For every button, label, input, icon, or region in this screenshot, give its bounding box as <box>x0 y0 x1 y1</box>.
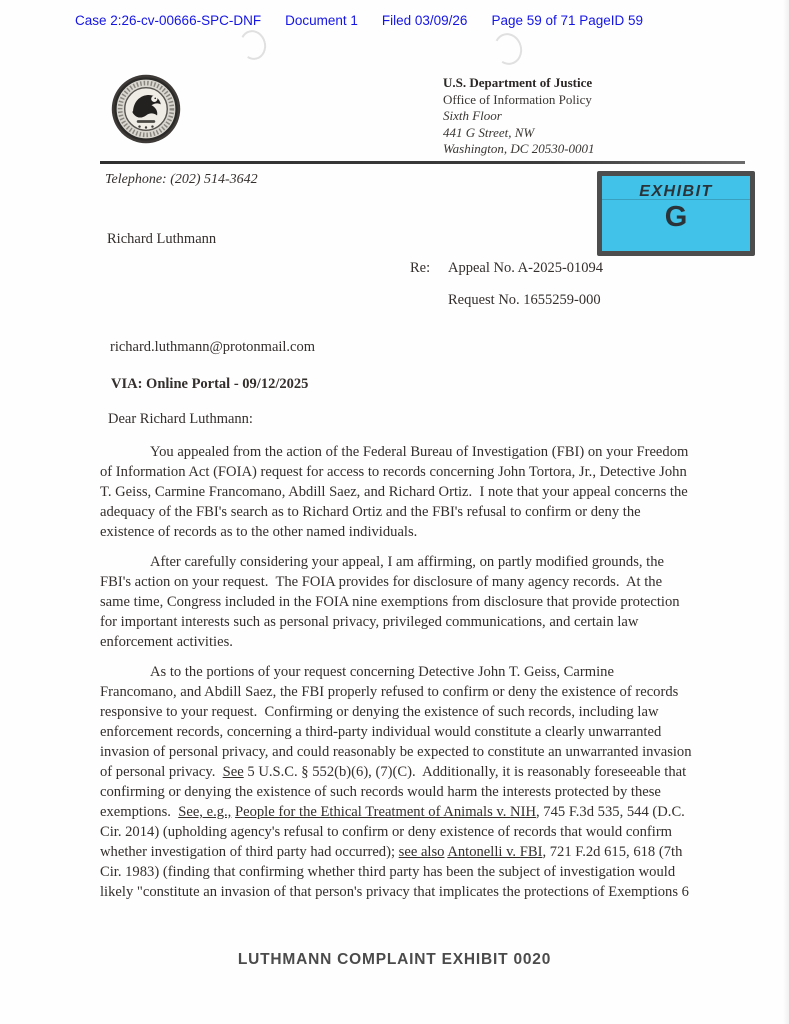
body-text-run: 5 U.S.C. § 552(b)(6), (7)(C). Additionally, it is reasonably foreseeable that confirming or denying the existence of such records would harm the interests protected by these exemptions. <box>100 764 690 820</box>
case-header <box>75 13 759 28</box>
letterhead-divider <box>100 161 745 164</box>
scan-artifact-curl <box>490 30 525 68</box>
document-number: Document 1 <box>285 13 358 28</box>
request-number: Request No. 1655259-000 <box>448 292 601 308</box>
body-text-run: , 745 F.3d 535, 544 (D.C. Cir. 2014) (upholding agency's refusal to confirm or deny existence of records that would confirm whether investigation of third party had occurred); <box>100 804 689 860</box>
recipient-name: Richard Luthmann <box>107 231 217 247</box>
body-text-run: As to the portions of your request concerning Detective John T. Geiss, Carmine Francomano, and Abdill Saez, the FBI properly refused to confirm or deny the existence of records responsive to your request. Confirming or denying the existence of such records, including law enforcement records, concerning a third-party individual would constitute a clearly unwarranted invasion of personal privacy, and could reasonably be expected to constitute an unwarranted invasion of personal privacy. <box>100 664 696 780</box>
letterhead <box>443 75 595 158</box>
body-paragraph <box>100 442 694 542</box>
telephone-line: Telephone: (202) 514-3642 <box>105 172 258 187</box>
salutation: Dear Richard Luthmann: <box>108 411 253 427</box>
page-id: Page 59 of 71 PageID 59 <box>491 13 644 28</box>
body-paragraph <box>100 552 694 652</box>
body-paragraph <box>100 662 694 902</box>
exhibit-stamp-label: EXHIBIT <box>639 183 713 200</box>
body-text-run: You appealed from the action of the Federal Bureau of Investigation (FBI) on your Freedom of Information Act (FOIA) request for access to records concerning John Tortora, Jr., Detective John T. Geiss, Carmine Francomano, Abdill Saez, and Richard Ortiz. I note that your appeal concerns the adequacy of the FBI's search as to Richard Ortiz and the FBI's refusal to confirm or deny the existence of records as to the other named individuals. <box>100 444 693 540</box>
letterhead-address-line: Washington, DC 20530-0001 <box>443 141 595 156</box>
filed-date: Filed 03/09/26 <box>381 13 468 28</box>
re-label: Re: <box>410 260 431 276</box>
doj-seal-icon <box>109 72 183 146</box>
letter-body <box>100 442 694 912</box>
letterhead-address-line: 441 G Street, NW <box>443 124 535 140</box>
exhibit-stamp-letter: G <box>664 201 688 233</box>
recipient-email: richard.luthmann@protonmail.com <box>110 339 316 355</box>
citation-underlined: See, e.g., <box>178 804 232 820</box>
exhibit-stamp <box>597 171 755 256</box>
citation-underlined: People for the Ethical Treatment of Animals v. NIH <box>234 804 536 820</box>
footer-exhibit-label: LUTHMANN COMPLAINT EXHIBIT 0020 <box>237 951 552 968</box>
case-number: Case 2:26-cv-00666-SPC-DNF <box>75 13 262 28</box>
re-spacer <box>410 292 448 309</box>
citation-underlined: see also <box>398 844 445 860</box>
letterhead-office: Office of Information Policy <box>443 91 592 107</box>
body-text-run: After carefully considering your appeal, I am affirming, on partly modified grounds, the FBI's action on your request. The FOIA provides for disclosure of many agency records. At the same time, Congress included in the FOIA nine exemptions from disclosure that provide protection for important interests such as personal privacy, privileged communications, and certain law enforcement activities. <box>100 554 684 650</box>
appeal-number: Appeal No. A-2025-01094 <box>448 260 604 276</box>
letterhead-agency: U.S. Department of Justice <box>443 75 593 90</box>
citation-underlined: See <box>222 764 244 780</box>
letterhead-address-line: Sixth Floor <box>443 108 502 123</box>
citation-underlined: Antonelli v. FBI <box>447 844 543 860</box>
reference-block <box>410 260 603 309</box>
delivery-method-line: VIA: Online Portal - 09/12/2025 <box>111 376 309 392</box>
scan-artifact-curl <box>237 27 270 63</box>
body-text-run: , 721 F.2d 615, 618 (7th Cir. 1983) (finding that confirming whether third party has been the subject of investigation would likely "constitute an invasion of that person's privacy that implicates the protections of Exemptions 6 <box>100 844 689 900</box>
